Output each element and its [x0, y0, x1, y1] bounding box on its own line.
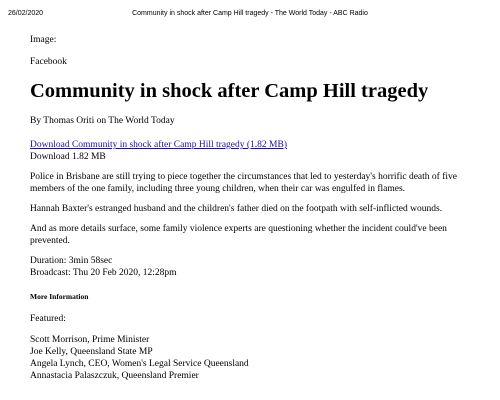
download-block: [30, 139, 470, 163]
broadcast-date: Broadcast: Thu 20 Feb 2020, 12:28pm: [30, 268, 177, 278]
featured-list: [30, 334, 470, 382]
article-paragraph-1: Police in Brisbane are still trying to piece together the circumstances that led to yesterday's horrific death of five members of the one family, including three young children, when their car was engulfed in flames.: [30, 172, 457, 194]
article-paragraph-2: Hannah Baxter's estranged husband and the children's father died on the footpath with self-inflicted wounds.: [30, 204, 443, 214]
image-label: Image:: [30, 35, 57, 45]
featured-item: Annastacia Palaszczuk, Queensland Premier: [30, 371, 199, 381]
article: [30, 34, 470, 382]
article-paragraph-3: And as more details surface, some family violence experts are questioning whether the incident could've been prevented.: [30, 224, 447, 246]
download-audio-link[interactable]: Download Community in shock after Camp Hill tragedy (1.82 MB): [30, 140, 287, 150]
duration: Duration: 3min 58sec: [30, 256, 113, 266]
print-date: 26/02/2020: [8, 10, 44, 17]
download-size-label: Download 1.82 MB: [30, 152, 106, 162]
featured-label: Featured:: [30, 314, 66, 324]
article-headline: Community in shock after Camp Hill tragedy: [30, 80, 429, 102]
print-header: [0, 10, 500, 20]
featured-item: Joe Kelly, Queensland State MP: [30, 347, 153, 357]
featured-item: Scott Morrison, Prime Minister: [30, 335, 150, 345]
byline: By Thomas Oriti on The World Today: [30, 116, 175, 126]
featured-item: Angela Lynch, CEO, Women's Legal Service Queensland: [30, 359, 249, 369]
broadcast-meta: [30, 255, 470, 279]
more-information-heading: More Information: [30, 292, 89, 301]
image-credit: Facebook: [30, 57, 67, 67]
print-page-title: Community in shock after Camp Hill tragedy - The World Today - ABC Radio: [132, 10, 368, 17]
